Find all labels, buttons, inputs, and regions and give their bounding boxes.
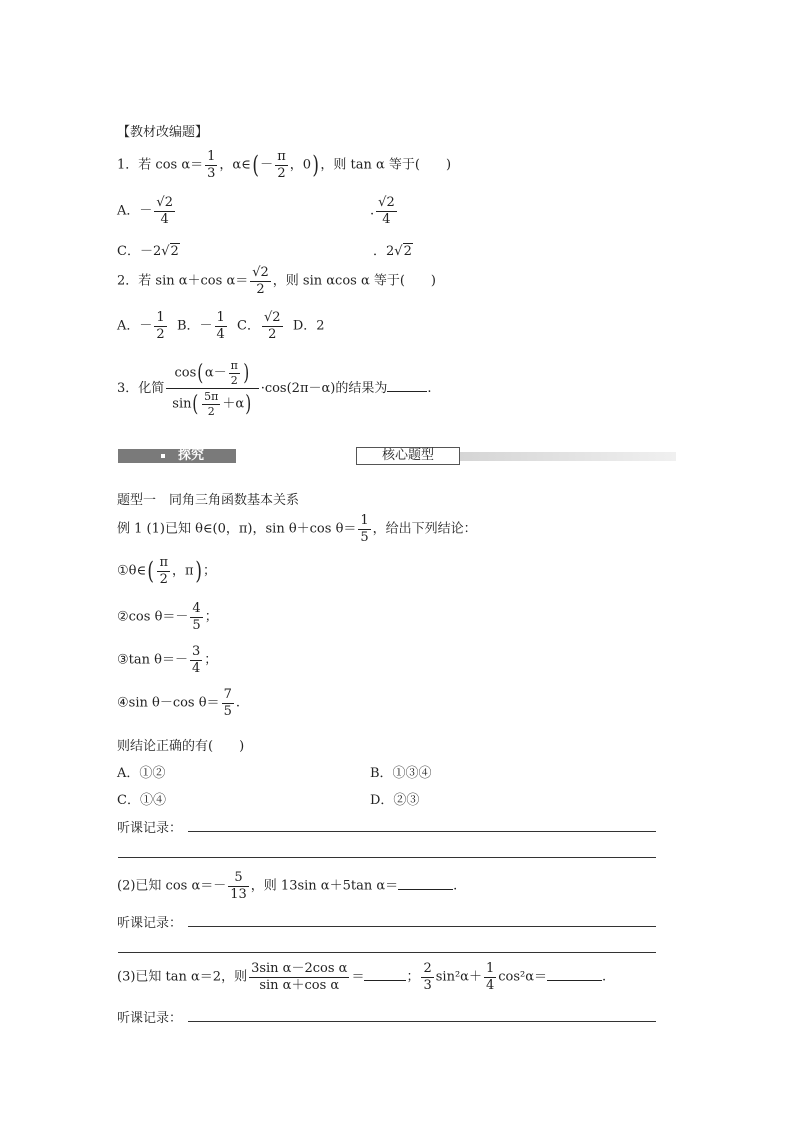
q1-fraction: $\frac{1}{3}$ — [207, 149, 216, 181]
q3-big-fraction: cos(α－ $\frac{\pi}{2}$ ) sin( $\frac{5\pi}{2}$ ＋α) — [166, 360, 258, 417]
ex3-answer-blank-1[interactable] — [364, 980, 406, 981]
statement-2: ②cos θ＝－ $\frac{4}{5}$ ； — [117, 601, 218, 633]
section-tag: 【教材改编题】 — [117, 125, 209, 140]
ex1-option-d: D．②③ — [370, 793, 420, 808]
notes-line-2a[interactable] — [188, 926, 656, 927]
ex2-answer-blank[interactable] — [398, 889, 453, 890]
notes-label-3: 听课记录： — [117, 1011, 183, 1026]
q1-option-c: C．－2√2 — [117, 244, 179, 259]
notes-line-3a[interactable] — [188, 1021, 656, 1022]
question-3: 3．化简 cos(α－ $\frac{\pi}{2}$ ) sin( $\frac{5\pi}{2}$ ＋α) ·cos(2π－α)的结果为 . — [117, 359, 432, 418]
q1-option-d: ．2√2 — [373, 244, 412, 259]
notes-line-1b[interactable] — [118, 857, 656, 858]
section-banner — [118, 447, 676, 465]
statement-1: ①θ∈( $\frac{\pi}{2}$ ，π)； — [117, 555, 216, 587]
banner-tab: 核心题型 — [356, 447, 460, 465]
notes-line-1a[interactable] — [188, 831, 656, 832]
statement-3: ③tan θ＝－ $\frac{3}{4}$ ； — [117, 644, 218, 676]
q1-lead: 若 cos α＝ — [138, 157, 204, 173]
q1-option-a: A．－ $\frac{√2}{4}$ — [117, 195, 173, 227]
notes-label-1: 听课记录： — [117, 821, 183, 836]
q1-number: 1． — [117, 157, 139, 173]
example-1-question: 则结论正确的有( ) — [117, 739, 245, 754]
q2-options: A．－ $\frac{1}{2}$ B．－ $\frac{1}{4}$ C． $\frac{√2}{2}$ D．2 — [117, 310, 325, 342]
ex1-option-c: C．①④ — [117, 793, 166, 808]
banner-label: 探究 — [178, 448, 205, 463]
q1-tail: ，则 tan α 等于( ) — [320, 157, 452, 173]
ex3-answer-blank-2[interactable] — [547, 980, 602, 981]
question-2: 2．若 sin α＋cos α＝ $\frac{√2}{2}$ ，则 sin αcos α 等于( ) — [117, 265, 437, 297]
q3-answer-blank[interactable] — [387, 391, 427, 392]
question-1: 1．若 cos α＝ $\frac{1}{3}$ ，α∈(－ $\frac{\pi}{2}$ ，0)，则 tan α 等于( ) — [117, 149, 452, 181]
example-1-intro: 例 1 (1)已知 θ∈(0，π)，sin θ＋cos θ＝ $\frac{1}{5}$ ，给出下列结论： — [117, 513, 477, 545]
ex1-option-a: A．①② — [117, 766, 166, 781]
notes-line-2b[interactable] — [118, 952, 656, 953]
q1-option-b: . $\frac{√2}{4}$ — [370, 195, 395, 227]
example-3: (3)已知 tan α＝2，则 $\frac{\text{3sin α－2cos α}}{\text{sin α＋cos α}}$ ＝ ； $\frac{2}{3}$ sin²α＋ $\frac{1}{4}$ cos²α＝ . — [117, 961, 607, 993]
example-2: (2)已知 cos α＝－ $\frac{5}{13}$ ，则 13sin α＋5tan α＝ . — [117, 870, 458, 902]
banner-bullet-icon — [161, 454, 165, 458]
notes-label-2: 听课记录： — [117, 916, 183, 931]
statement-4: ④sin θ－cos θ＝ $\frac{7}{5}$ . — [117, 687, 240, 719]
topic-heading: 题型一 同角三角函数基本关系 — [117, 493, 300, 508]
banner-dark-block — [118, 449, 236, 463]
ex1-option-b: B．①③④ — [370, 766, 432, 781]
